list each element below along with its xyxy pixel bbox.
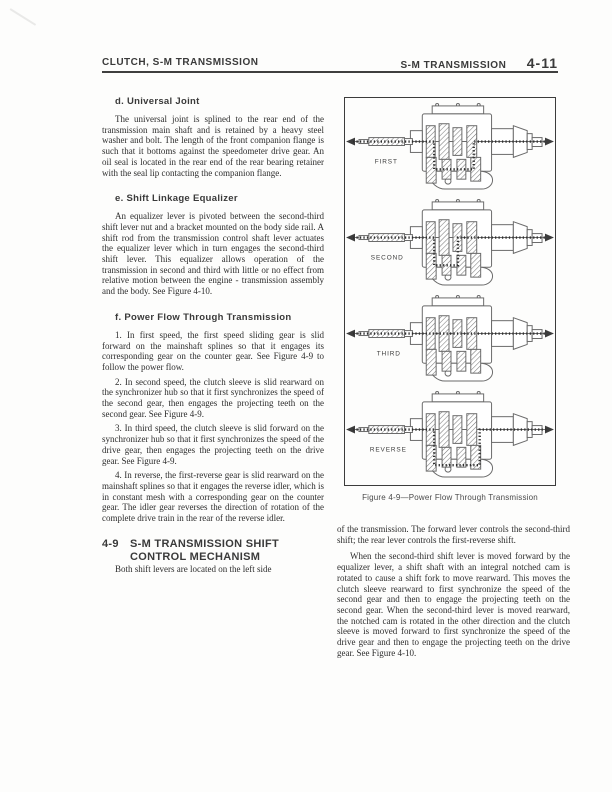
right-column (337, 524, 570, 662)
section-4-9-heading (102, 538, 324, 564)
view-label-first: FIRST (374, 158, 398, 166)
transmission-view-first (345, 98, 555, 194)
transmission-view-second (345, 194, 555, 290)
paragraph: 2. In second speed, the clutch sleeve is slid rearward on the synchronizer hub so that it first synchronizes the speed of the second gear, then engages the projecting teeth on the second gear. See Figure 4-9. (102, 376, 324, 419)
scan-artifact (10, 8, 36, 25)
header-right-title: S-M TRANSMISSION (400, 60, 507, 71)
transmission-view-third (345, 290, 555, 386)
section-title: S-M TRANSMISSION SHIFT CONTROL MECHANISM (130, 537, 279, 563)
paragraph: 1. In first speed, the first speed sliding gear is slid forward on the mainshaft splines so that it engages its corresponding gear on the counter gear. See Figure 4-9 to follow the power flow. (102, 329, 324, 372)
header-left-title: CLUTCH, S-M TRANSMISSION (102, 57, 259, 68)
paragraph: Both shift levers are located on the left side (115, 563, 272, 574)
section-heading-f: f. Power Flow Through Transmission (115, 311, 292, 323)
paragraph: When the second-third shift lever is moved forward by the equalizer lever, a shift shaft with an integral notched cam is rotated to cause a shift fork to move rearward. This moves the clutch sleeve rearward to first synchronize the speed of the second gear and then to engage the projecting teeth on the second gear. When the second-third lever is moved rearward, the notched cam is rotated in the other direction and the clutch sleeve is moved forward to first synchronize the speed of the drive gear and then to engage the projecting teeth on the drive gear. See Figure 4-10. (337, 551, 570, 658)
section-heading-e: e. Shift Linkage Equalizer (115, 193, 238, 205)
paragraph: 3. In third speed, the clutch sleeve is slid forward on the synchronizer hub so that it first synchronizes the speed of the drive gear, then engages the projecting teeth on the drive gear. See Figure 4-9. (102, 423, 324, 466)
view-label-reverse: REVERSE (369, 446, 407, 454)
transmission-view-reverse (345, 386, 555, 482)
view-label-second: SECOND (370, 254, 404, 262)
figure-caption: Figure 4-9—Power Flow Through Transmission (362, 493, 538, 502)
section-number: 4-9 (102, 537, 119, 550)
header-rule (102, 71, 558, 73)
paragraph: An equalizer lever is pivoted between the second-third shift lever nut and a bracket mounted on the body side rail. A shift rod from the transmission control shaft lever actuates the equalizer lever which in turn engages the second-third shift lever. This equalizer allows operation of the transmission in second and third with little or no effect from relative motion between the engine - transmission assembly and the body. See Figure 4-10. (102, 211, 324, 297)
paragraph: The universal joint is splined to the rear end of the transmission main shaft and is retained by a heavy steel washer and bolt. The length of the front companion flange is such that it bottoms against the speedometer drive gear. An oil seal is located in the rear end of the rear bearing retainer with the seal lip contacting the companion flange. (102, 114, 324, 178)
page-number: 4-11 (526, 55, 558, 71)
view-label-third: THIRD (376, 350, 401, 358)
paragraph: of the transmission. The forward lever controls the second-third shift; the rear lever controls the first-reverse shift. (337, 524, 570, 545)
paragraph: 4. In reverse, the first-reverse gear is slid rearward on the mainshaft splines so that it engages the reverse idler, which is in constant mesh with a corresponding gear on the counter gear. The idler gear reverses the direction of rotation of the complete drive train in the rear of the reverse idler. (102, 470, 324, 524)
section-heading-d: d. Universal Joint (115, 96, 200, 107)
left-column (102, 92, 324, 579)
figure-4-9 (344, 97, 556, 486)
